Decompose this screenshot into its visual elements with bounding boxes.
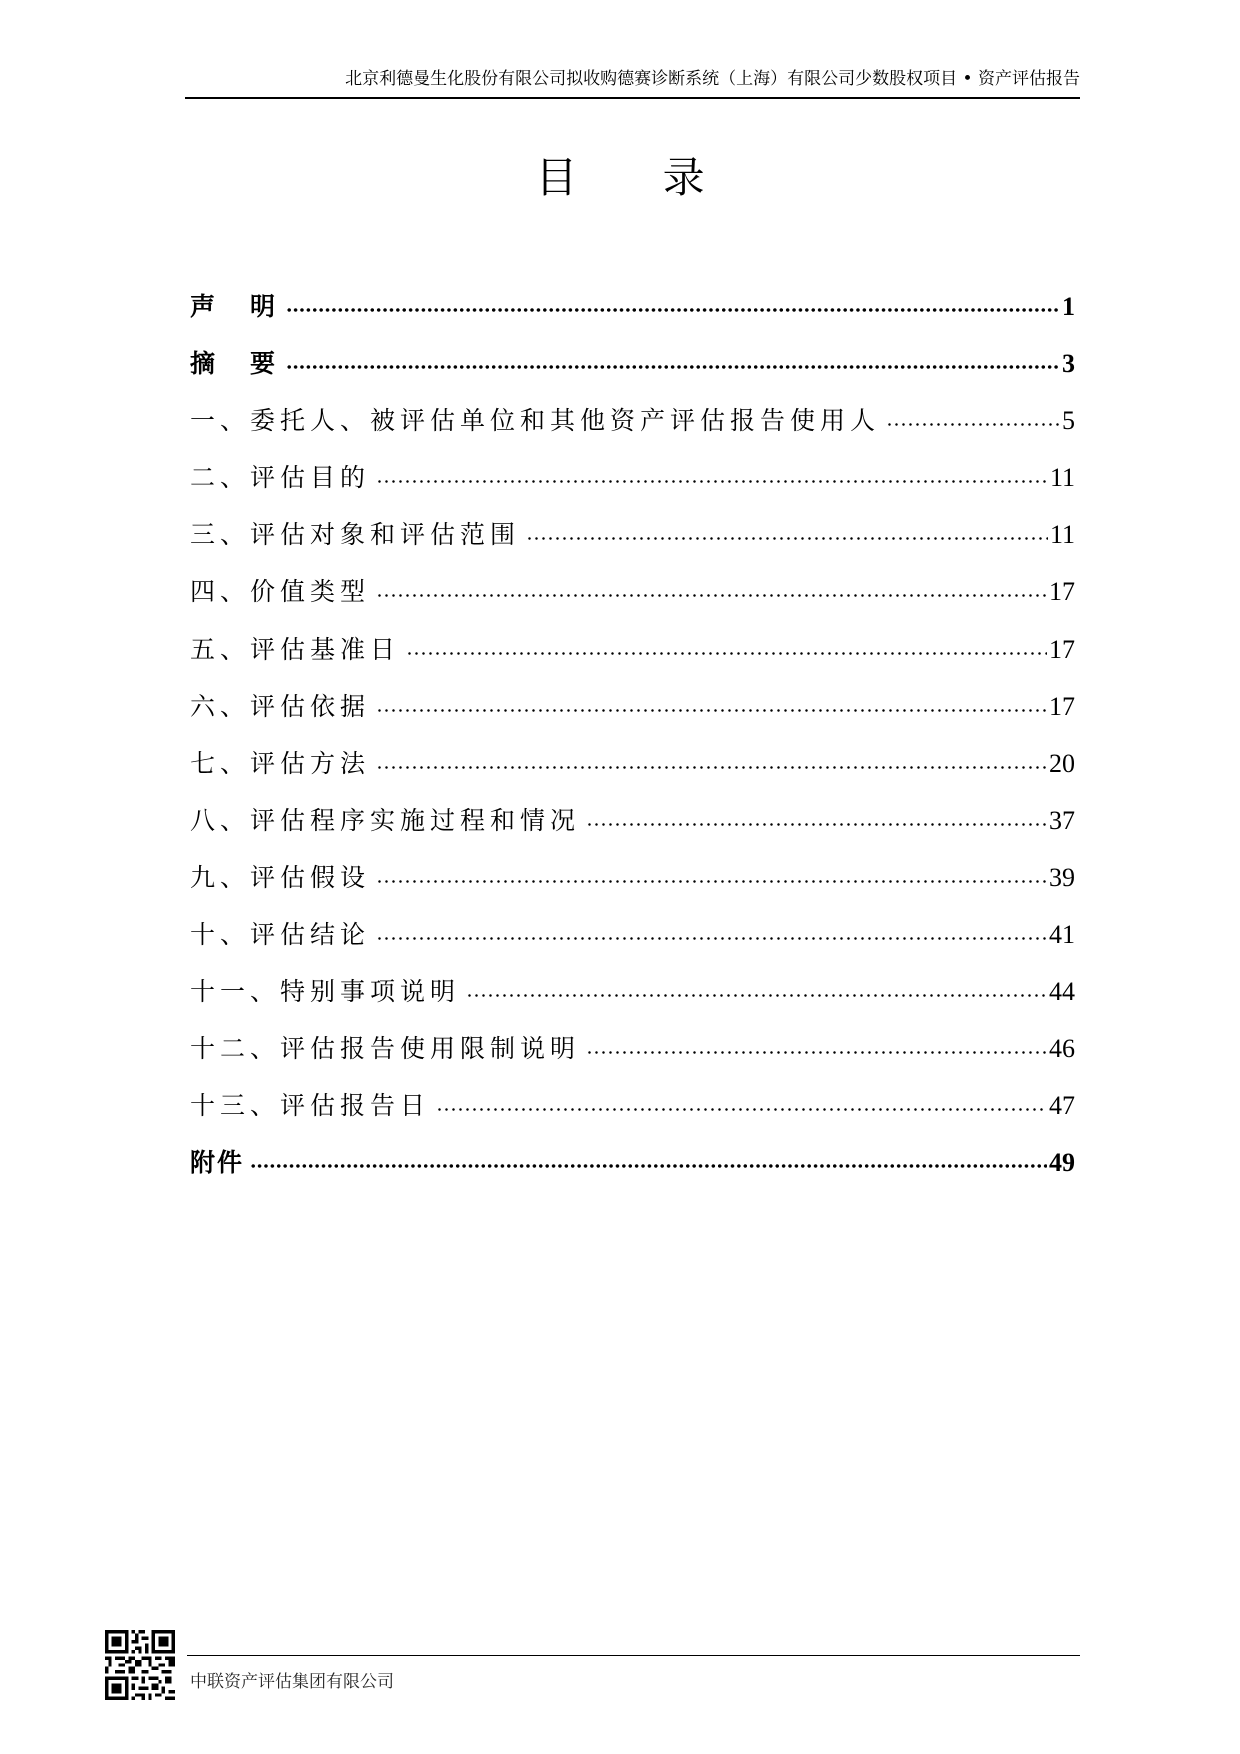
dot-leader <box>436 1084 1047 1114</box>
toc-entry-page: 11 <box>1049 463 1075 493</box>
toc-entry-5[interactable] <box>190 628 1075 685</box>
toc-entry-7[interactable] <box>190 742 1075 799</box>
toc-entry-label: 九、评估假设 <box>190 862 371 892</box>
dot-leader <box>586 799 1047 829</box>
page-footer <box>0 1620 1240 1710</box>
toc-entry-8[interactable] <box>190 799 1075 856</box>
dot-leader <box>376 742 1047 772</box>
toc-entry-page: 5 <box>1062 406 1075 436</box>
toc-entry-label: 六、评估依据 <box>190 691 371 721</box>
page-header <box>185 68 1080 100</box>
toc-entry-page: 11 <box>1049 520 1075 550</box>
toc-entry-label: 五、评估基准日 <box>190 634 401 664</box>
toc-entry-label: 十一、特别事项说明 <box>190 977 461 1007</box>
dot-leader <box>886 399 1060 429</box>
toc-entry-page: 39 <box>1049 862 1075 892</box>
toc-entry-label: 二、评估目的 <box>190 463 371 493</box>
dot-leader <box>466 970 1047 1000</box>
dot-leader <box>250 1141 1047 1171</box>
toc-entry-label: 十、评估结论 <box>190 920 371 950</box>
toc-entry-page: 17 <box>1049 634 1075 664</box>
toc-entry-page: 37 <box>1049 805 1075 835</box>
dot-leader <box>406 628 1047 658</box>
toc-entry-9[interactable] <box>190 856 1075 913</box>
dot-leader <box>286 285 1060 315</box>
toc-entry-page: 3 <box>1062 349 1075 379</box>
toc-entry-4[interactable] <box>190 570 1075 627</box>
toc-entry-label: 七、评估方法 <box>190 748 371 778</box>
toc-entry-page: 20 <box>1049 748 1075 778</box>
toc-entry-1[interactable] <box>190 399 1075 456</box>
toc-title: 目 录 <box>535 153 741 202</box>
dot-leader <box>376 856 1047 886</box>
toc-entry-label: 一、委托人、被评估单位和其他资产评估报告使用人 <box>190 406 881 436</box>
toc-entry-label: 附件 <box>190 1148 245 1178</box>
toc-entry-page: 46 <box>1049 1034 1075 1064</box>
toc-entry-page: 44 <box>1049 977 1075 1007</box>
table-of-contents <box>190 285 1075 1199</box>
toc-entry-13[interactable] <box>190 1084 1075 1141</box>
toc-entry-page: 1 <box>1062 292 1075 321</box>
toc-entry-page: 47 <box>1049 1091 1075 1121</box>
qr-code-icon <box>105 1630 175 1700</box>
toc-entry-label: 摘 要 <box>190 349 281 379</box>
dot-leader <box>376 913 1047 943</box>
toc-entry-attachments[interactable] <box>190 1141 1075 1198</box>
dot-leader <box>526 513 1048 543</box>
toc-entry-3[interactable] <box>190 513 1075 570</box>
toc-entry-label: 声 明 <box>190 292 281 321</box>
toc-entry-10[interactable] <box>190 913 1075 970</box>
dot-leader <box>376 570 1047 600</box>
toc-entry-11[interactable] <box>190 970 1075 1027</box>
toc-entry-2[interactable] <box>190 456 1075 513</box>
toc-entry-label: 十二、评估报告使用限制说明 <box>190 1034 581 1064</box>
toc-entry-12[interactable] <box>190 1027 1075 1084</box>
footer-company-name: 中联资产评估集团有限公司 <box>190 1672 394 1692</box>
toc-entry-label: 四、价值类型 <box>190 577 371 607</box>
toc-entry-statement[interactable] <box>190 285 1075 342</box>
toc-entry-label: 十三、评估报告日 <box>190 1091 431 1121</box>
dot-leader <box>376 456 1048 486</box>
header-divider <box>185 97 1080 99</box>
dot-leader <box>286 342 1060 372</box>
dot-leader <box>376 685 1047 715</box>
dot-leader <box>586 1027 1047 1057</box>
toc-entry-summary[interactable] <box>190 342 1075 399</box>
toc-entry-6[interactable] <box>190 685 1075 742</box>
toc-entry-page: 49 <box>1049 1148 1075 1178</box>
toc-entry-page: 41 <box>1049 920 1075 950</box>
running-title: 北京利德曼生化股份有限公司拟收购德赛诊断系统（上海）有限公司少数股权项目 • 资产评估报告 <box>345 69 1080 89</box>
footer-divider <box>187 1655 1080 1656</box>
toc-entry-label: 八、评估程序实施过程和情况 <box>190 805 581 835</box>
toc-entry-label: 三、评估对象和评估范围 <box>190 520 521 550</box>
toc-entry-page: 17 <box>1049 691 1075 721</box>
toc-entry-page: 17 <box>1049 577 1075 607</box>
